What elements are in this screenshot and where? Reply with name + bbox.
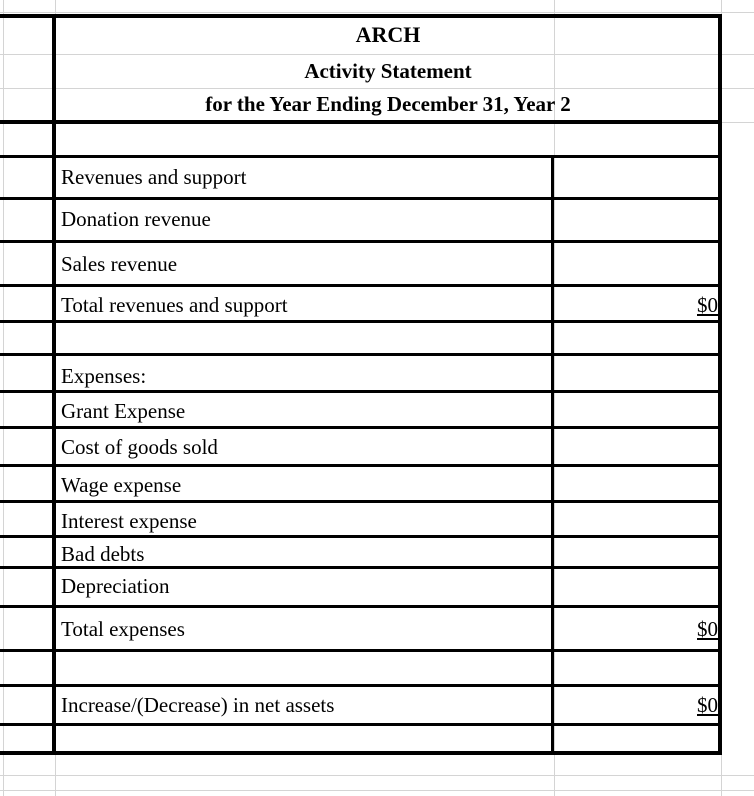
total-revenues-amount: $0: [697, 293, 718, 317]
wage-expense-label: Wage expense: [61, 473, 182, 497]
sales-revenue-label: Sales revenue: [61, 252, 178, 276]
depreciation-label: Depreciation: [61, 574, 170, 598]
org-name: ARCH: [355, 22, 421, 47]
cogs-label: Cost of goods sold: [61, 435, 218, 459]
bad-debts-label: Bad debts: [61, 542, 145, 566]
total-revenues-label: Total revenues and support: [61, 293, 288, 317]
net-change-label: Increase/(Decrease) in net assets: [61, 693, 335, 717]
total-expenses-amount: $0: [697, 617, 718, 641]
donation-revenue-label: Donation revenue: [61, 207, 211, 231]
net-change-amount: $0: [697, 693, 718, 717]
interest-expense-label: Interest expense: [61, 509, 197, 533]
grant-expense-label: Grant Expense: [61, 399, 186, 423]
revenues-header: Revenues and support: [61, 165, 247, 189]
statement-title: Activity Statement: [304, 59, 472, 83]
statement-period: for the Year Ending December 31, Year 2: [205, 92, 571, 116]
expenses-header: Expenses:: [61, 364, 147, 388]
total-expenses-label: Total expenses: [61, 617, 185, 641]
